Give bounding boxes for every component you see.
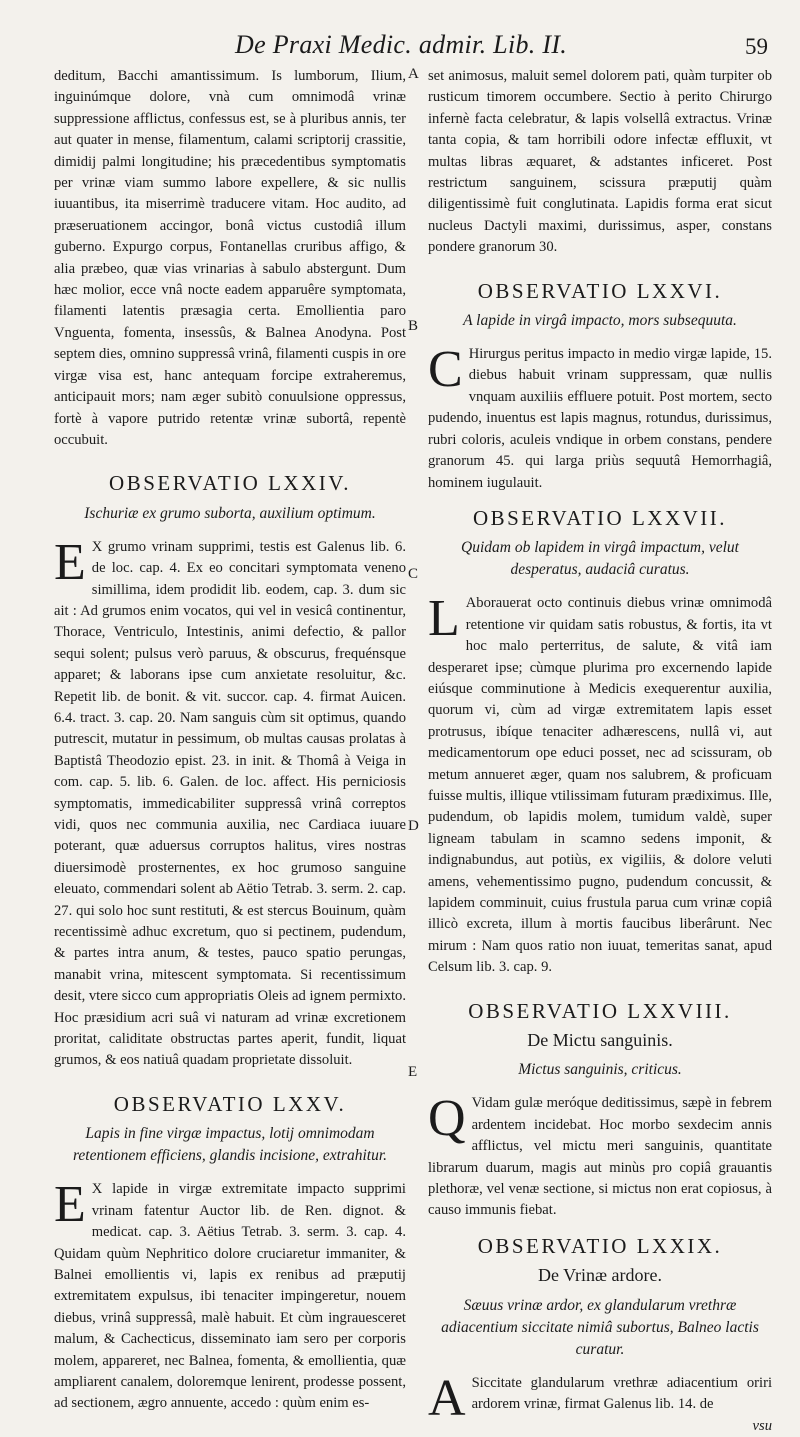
observation-79-title: OBSERVATIO LXXIX. (477, 1233, 723, 1258)
margin-letter-b: B (408, 318, 419, 334)
observation-79-subtitle: Sæuus vrinæ ardor, ex glandularum vrethræ adiacentium siccitate nimiâ subortus, Balneo lactis curatur. (441, 1296, 759, 1358)
observation-77-subtitle: Quidam ob lapidem in virgâ impactum, velut desperatus, audaciâ curatus. (461, 539, 739, 579)
margin-letter-a: A (408, 66, 419, 82)
dropcap: L (428, 590, 460, 648)
observation-77-title: OBSERVATIO LXXVII. (472, 505, 728, 530)
observation-78-text: Vidam gulæ meróque deditissimus, sæpè in febrem ardentem incidebat. Hoc morbo sexdecim annis afflictus, vel mictu meri sanguinis, quantitate librarum duarum, magis aut minùs pro copiâ grauantis plethoræ, vel venæ sectione, si mictus non erat copiosus, à causo immunis fiebat. (428, 1095, 772, 1219)
observation-75-title: OBSERVATIO LXXV. (113, 1091, 347, 1116)
running-title: De Praxi Medic. admir. Lib. II. (235, 30, 568, 59)
observation-79-text: Siccitate glandularum vrethræ adiacentium oriri ardorem vrinæ, firmat Galenus lib. 14. de (471, 1374, 772, 1413)
observation-78-heading: De Mictu sanguinis. (527, 1030, 673, 1051)
observation-76-subtitle: A lapide in virgâ impacto, mors subsequuta. (463, 312, 737, 330)
left-intro-paragraph: deditum, Bacchi amantissimum. Is lumborum, Ilium, inguinúmque dolore, vnà cum omnimodâ vrinæ suppressione afflictus, confessus est, se à pluribus annis, ter aut quater in mense, filamentum, calami scriptorij crassitie, dimidij palmi longitudine; his præcedentibus symptomatis per vrinæ viam summo labore expellere, & sic nullis iuuantibus, ita miserrimè traducere vitam. Hoc audito, ad præseruationem accingor, bonâ victus custodiâ illum guberno. Expurgo corpus, Fontanellas cruribus affigo, & alia præbeo, quæ vias vrinarias à sabulo abstergunt. Dum hæc molior, ecce vnâ nocte eadem apparuêre symptomata, filamenti latentis præsagia certa. Emollientia paro Vnguenta, fomenta, insessûs, & Balnea Anodyna. Post septem dies, omnino suppressâ vrinâ, filamenti cuspis in ore virgæ visa est, hanc antequam forcipe extraheremus, anticipauit mors; nam æger subitò conuulsione oppressus, fortè à vapore putrido retentæ vrinæ subortâ, repentè occubuit. (54, 68, 406, 448)
right-intro-paragraph: set animosus, maluit semel dolorem pati, quàm turpiter ob rusticum timorem occumbere. Sectio à perito Chirurgo infernè facta celebratur, & lapis volsellâ extractus. Vrinæ tanta copia, & tam horribili odore infectæ effluxit, vt multas libras æquaret, & adstantes inficeret. Post restrictum sanguinem, scissura præputij quàm diligentissimè fuit conglutinata. Lapidis forma erat sicut nucleus Dactyli maximi, durissimus, asper, constans pondere granorum 30. (428, 68, 772, 256)
margin-letter-c: C (408, 566, 419, 582)
observation-74-body (54, 533, 406, 1072)
observation-77-body (428, 590, 772, 978)
observation-74-text: X grumo vrinam supprimi, testis est Galenus lib. 6. de loc. cap. 4. Ex eo concitari symptomata veneno simillima, idem prodidit lib. eodem, cap. 3. dum sic ait : Ad grumos enim vocatos, qui vel in vesicâ continentur, Thorace, Ventriculo, Intestinis, animi defectio, & pallor sequi solent; pulsus verò paruus, & obscurus, frequénsque apparet; & laborans ipse cum anxietate resoluitur, &c. Repetit lib. de bonit. & vit. succor. cap. 4. firmat Auicen. 6.4. tract. 3. cap. 20. Nam sanguis cùm sit optimus, quando putrescit, mutatur in pessimum, ob multas causas prolatas à Baptistâ Theodozio epist. 23. in init. & Thomâ à Veiga in com. cap. 5. lib. 6. Galen. de loc. affect. His perniciosis symptomatis, immedicabiliter suppressâ vrinâ correptos vidi, quos nec communia auxilia, nec Cardiaca iuuare poterant, quæ aduersus corruptos halitus, vires nostras diuersimodè prosternentes, ex hoc grumoso sanguine eleuato, commendari solent ab Aëtio Tetrab. 3. serm. 2. cap. 27. qui solo hoc sunt restituti, & est stercus Bouinum, quàm recentissimè adhuc excretum, quo si pectinem, pudendum, & partes intra anum, & testes, pauco spatio perungas, manabit vrina, mitescent symptomata. Si recentissimum desit, vtere sicco cum appropriatis Oleis ad ignem permixto. Hoc præsidium acri suâ vi naturam ad vrinæ excretionem proritat, caliditate obstructas partes aperit, fundit, liquat grumos, & eos natiuâ quadam proprietate dissoluit. (54, 538, 406, 1069)
catchword: vsu (752, 1417, 772, 1434)
observation-78-title: OBSERVATIO LXXVIII. (468, 998, 732, 1023)
dropcap: Q (428, 1090, 466, 1148)
observation-79-heading: De Vrinæ ardore. (537, 1265, 663, 1286)
observation-76-text: Hirurgus peritus impacto in medio virgæ lapide, 15. diebus habuit vrinam suppressam, quæ nullis vnquam auxiliis effluere potuit. Post mortem, secto pudendo, inuentus est lapis magnus, rotundus, durissimus, rubri coloris, aculeis vndique in orbem constans, pendere granorum 45. qui larga priùs sequutâ Hemorrhagiâ, hominem iugulauit. (428, 346, 772, 491)
observation-75-body (54, 1176, 406, 1414)
observation-78-body (428, 1090, 772, 1221)
observation-74-title: OBSERVATIO LXXIV. (109, 471, 351, 496)
observation-76-body (428, 341, 772, 494)
page-number: 59 (745, 34, 768, 59)
dropcap: E (54, 533, 86, 591)
margin-letter-e: E (408, 1064, 418, 1080)
dropcap: A (428, 1369, 466, 1427)
observation-76-title: OBSERVATIO LXXVI. (477, 278, 723, 303)
observation-74-subtitle: Ischuriæ ex grumo suborta, auxilium optimum. (84, 504, 376, 522)
observation-75-subtitle: Lapis in fine virgæ impactus, lotij omnimodam retentionem efficiens, glandis incisione, extrahitur. (72, 1125, 388, 1165)
margin-letter-d: D (408, 818, 419, 834)
observation-78-subtitle: Mictus sanguinis, criticus. (518, 1061, 682, 1079)
dropcap: E (54, 1176, 86, 1234)
right-column (428, 66, 772, 1437)
left-column (54, 66, 406, 1415)
observation-77-text: Aborauerat octo continuis diebus vrinæ omnimodâ retentione vir quidam satis robustus, & fortis, ita vt hoc malo perterritus, de salute, & vitâ iam desperaret ipse; cùmque plurima pro excernendo lapide eiúsque comminutione à Medicis exequerentur auxilia, quorum vi, cùm ad virgæ extremitatem lapis esset protrusus, ibíque tenaciter adhærescens, nullâ vi, aut medicamentorum ope educi posset, nec ad scissuram, ob metum annueret æger, quam nos salubrem, & proficuam fuisse multis, illique vtilissimam futuram prædiximus. Ille, pudendum, ob lapidis molem, tumidum valdè, super ligneam tabulam in scamno sedens imponit, & indignabundus, aut potiùs, ex vigiliis, & dolore veluti amens, vehementissimo pugno, pudendum concussit, & lapidem comminuit, cuius frustula parua cum vrinæ copiâ illicò excreta, illum à mortis faucibus liberârunt. Nec mirum : Nam quos ratio non iuuat, temeritas sanat, apud Celsum lib. 3. cap. 9. (428, 595, 772, 976)
page-header (0, 30, 800, 70)
observation-75-text: X lapide in virgæ extremitate impacto supprimi vrinam fatentur Auctor lib. de Ren. dignot. & medicat. cap. 3. Aëtius Tetrab. 3. serm. 3. cap. 4. Quidam quùm Nephritico dolore cruciaretur immaniter, & Balnei emollientis vi, lapis ex renibus ad præputij extremitatem expulsus, ibi tenaciter impingeretur, nouem diebus, vrinâ suppressâ, malè habuit. Et cùm ingrauesceret malum, & Cachecticus, disseminato iam sero per corporis molem, appareret, nec Balnea, fomenta, & emollientia, quæ ampliarent canalem, doloremque lenirent, prodesse possent, ad sectionem, ægro annuente, accedo : quùm enim es- (54, 1181, 406, 1412)
dropcap: C (428, 341, 463, 399)
